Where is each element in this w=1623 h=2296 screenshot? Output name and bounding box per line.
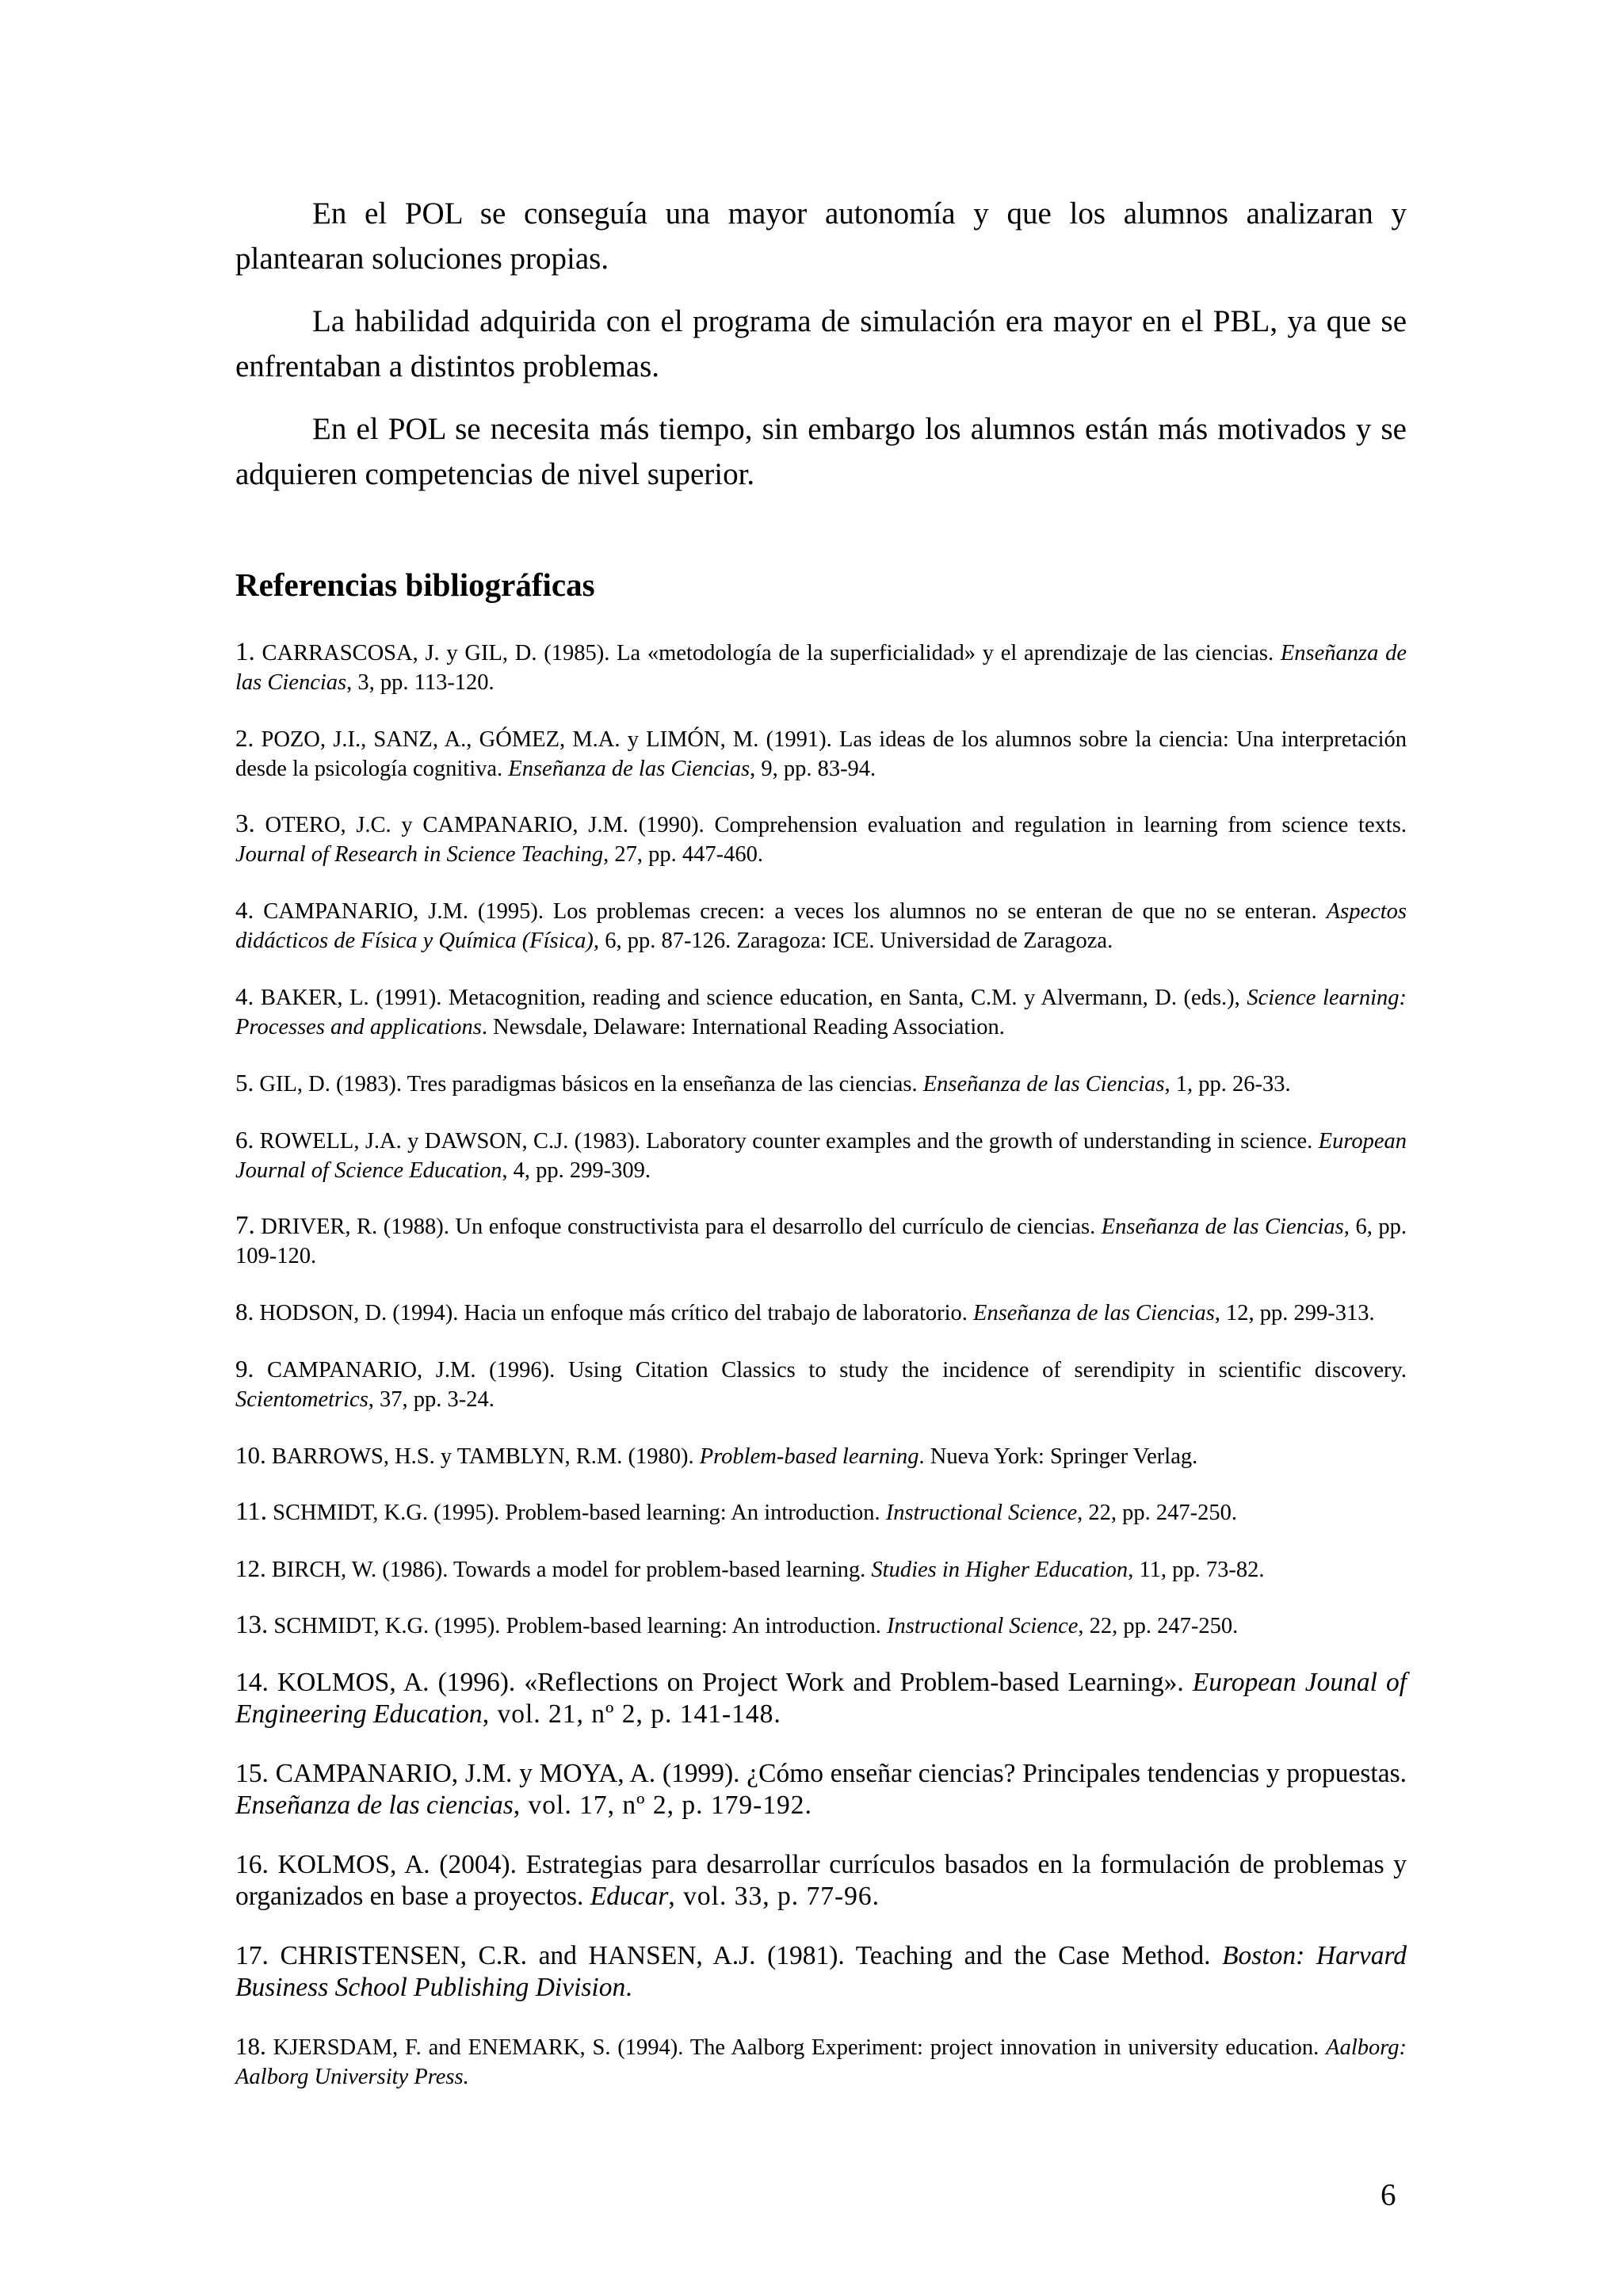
reference-tail: , vol. 33, p. 77-96. — [668, 1882, 880, 1911]
reference-item — [235, 1297, 1407, 1328]
reference-number: 6. — [235, 1126, 254, 1154]
reference-item — [235, 1849, 1407, 1913]
reference-item — [235, 1354, 1407, 1414]
page-number: 6 — [1381, 2178, 1396, 2212]
reference-source: Enseñanza de las Ciencias — [1101, 1215, 1344, 1239]
reference-text: POZO, J.I., SANZ, A., GÓMEZ, M.A. y LIMÓN, M. (1991). Las ideas de los alumnos sobre la ciencia: Una interpretación desde la psicología cognitiva. — [235, 727, 1407, 781]
body-paragraph: En el POL se conseguía una mayor autonomía y que los alumnos analizaran y plantearan soluciones propias. — [235, 196, 1407, 276]
reference-tail: . Nueva York: Springer Verlag. — [918, 1444, 1198, 1469]
reference-number: 11. — [235, 1497, 268, 1526]
reference-text: CAMPANARIO, J.M. (1996). Using Citation Classics to study the incidence of serendipity in scientific discovery. — [266, 1358, 1407, 1383]
reference-tail: 6, pp. 87-126. Zaragoza: ICE. Universidad de Zaragoza. — [599, 929, 1113, 953]
reference-tail: , 27, pp. 447-460. — [603, 842, 763, 867]
reference-source: European Jounal of Engineering Education — [235, 1668, 1407, 1729]
reference-text: DRIVER, R. (1988). Un enfoque constructivista para el desarrollo del currículo de ciencias. — [261, 1215, 1096, 1239]
reference-tail: , 6, pp. 109-120. — [235, 1215, 1407, 1268]
reference-tail: , 3, pp. 113-120. — [346, 670, 495, 695]
reference-number: 16. — [235, 1850, 269, 1879]
reference-item — [235, 1211, 1407, 1271]
reference-number: 13. — [235, 1611, 269, 1639]
reference-source: Journal of Research in Science Teaching — [235, 842, 604, 867]
reference-text: KOLMOS, A. (1996). «Reflections on Project Work and Problem-based Learning». — [277, 1668, 1184, 1697]
reference-tail: , 37, pp. 3-24. — [368, 1387, 495, 1412]
reference-text: GIL, D. (1983). Tres paradigmas básicos en la enseñanza de las ciencias. — [259, 1072, 918, 1097]
reference-text: BAKER, L. (1991). Metacognition, reading and science education, en Santa, C.M. y Alvermann, D. (eds.), — [260, 986, 1240, 1010]
reference-text: BIRCH, W. (1986). Towards a model for problem-based learning. — [271, 1558, 866, 1582]
reference-text: CAMPANARIO, J.M. (1995). Los problemas crecen: a veces los alumnos no se enteran de que no se enteran. — [263, 899, 1317, 924]
references-list — [235, 638, 1407, 2092]
reference-source: Enseñanza de las ciencias — [235, 1791, 514, 1820]
reference-number: 2. — [235, 724, 254, 752]
reference-text: SCHMIDT, K.G. (1995). Problem-based learning: An introduction. — [273, 1614, 881, 1638]
reference-source: Enseñanza de las Ciencias — [922, 1072, 1165, 1097]
reference-tail: , 9, pp. 83-94. — [750, 757, 876, 781]
reference-item — [235, 723, 1407, 784]
reference-tail: . Newsdale, Delaware: International Reading Association. — [481, 1015, 1005, 1039]
reference-item — [235, 1758, 1407, 1821]
reference-item — [235, 1667, 1407, 1730]
reference-number: 10. — [235, 1441, 266, 1469]
reference-source: Enseñanza de las Ciencias — [235, 641, 1407, 695]
reference-tail: , 22, pp. 247-250. — [1077, 1501, 1238, 1525]
reference-source: European Journal of Science Education — [235, 1129, 1407, 1183]
reference-source: Educar — [590, 1882, 669, 1911]
reference-number: 5. — [235, 1069, 254, 1097]
body-paragraph: La habilidad adquirida con el programa de simulación era mayor en el PBL, ya que se enfrentaban a distintos problemas. — [235, 304, 1407, 383]
reference-tail: , 12, pp. 299-313. — [1214, 1301, 1375, 1325]
reference-source: Studies in Higher Education — [871, 1558, 1128, 1582]
reference-item — [235, 982, 1407, 1042]
reference-source: Science learning: Processes and applications — [235, 986, 1407, 1039]
reference-text: CHRISTENSEN, C.R. and HANSEN, A.J. (1981). Teaching and the Case Method. — [280, 1941, 1211, 1970]
reference-tail: . — [625, 1973, 632, 2002]
reference-tail: , 1, pp. 26-33. — [1164, 1072, 1291, 1097]
reference-text: KJERSDAM, F. and ENEMARK, S. (1994). The Aalborg Experiment: project innovation in university education. — [273, 2035, 1319, 2060]
page-content — [235, 191, 1407, 2118]
reference-number: 14. — [235, 1668, 269, 1697]
reference-tail: , 4, pp. 299-309. — [502, 1158, 651, 1183]
reference-number: 12. — [235, 1554, 266, 1582]
reference-source: Instructional Science — [885, 1501, 1078, 1525]
reference-number: 1. — [235, 638, 255, 666]
reference-item — [235, 1497, 1407, 1527]
reference-item — [235, 895, 1407, 955]
reference-number: 18. — [235, 2032, 266, 2060]
reference-source: Boston: Harvard Business School Publishing Division — [235, 1941, 1407, 2002]
reference-source: Aalborg: Aalborg University Press. — [235, 2035, 1407, 2089]
reference-number: 17. — [235, 1941, 269, 1970]
reference-text: KOLMOS, A. (2004). Estrategias para desarrollar currículos basados en la formulación de problemas y organizados en base a proyectos. — [235, 1850, 1407, 1911]
reference-text: CARRASCOSA, J. y GIL, D. (1985). La «metodología de la superficialidad» y el aprendizaje de las ciencias. — [262, 641, 1274, 666]
reference-source: Instructional Science — [887, 1614, 1079, 1638]
reference-item — [235, 810, 1407, 869]
body-paragraph: En el POL se necesita más tiempo, sin embargo los alumnos están más motivados y se adquieren competencias de nivel superior. — [235, 412, 1407, 491]
reference-number: 4. — [235, 982, 254, 1010]
reference-source: Problem-based learning — [699, 1444, 919, 1469]
reference-tail: , 11, pp. 73-82. — [1128, 1558, 1265, 1582]
reference-number: 4. — [235, 896, 254, 924]
reference-text: HODSON, D. (1994). Hacia un enfoque más crítico del trabajo de laboratorio. — [259, 1301, 968, 1325]
reference-tail: , vol. 17, nº 2, p. 179-192. — [513, 1791, 812, 1820]
reference-source: Enseñanza de las Ciencias — [973, 1301, 1215, 1325]
reference-number: 3. — [235, 810, 255, 838]
reference-source: Aspectos didácticos de Física y Química (Física), — [235, 899, 1407, 953]
references-heading: Referencias bibliográficas — [235, 566, 595, 603]
reference-tail: , vol. 21, nº 2, p. 141-148. — [482, 1699, 781, 1729]
reference-item — [235, 2031, 1407, 2092]
reference-item — [235, 1440, 1407, 1471]
reference-number: 7. — [235, 1211, 255, 1240]
reference-number: 8. — [235, 1298, 254, 1325]
reference-item — [235, 1611, 1407, 1641]
reference-text: SCHMIDT, K.G. (1995). Problem-based learning: An introduction. — [273, 1501, 880, 1525]
reference-text: ROWELL, J.A. y DAWSON, C.J. (1983). Laboratory counter examples and the growth of understanding in science. — [259, 1129, 1313, 1154]
reference-source: Enseñanza de las Ciencias — [508, 757, 750, 781]
reference-number: 9. — [235, 1355, 254, 1383]
reference-item — [235, 1068, 1407, 1099]
reference-item — [235, 638, 1407, 697]
reference-text: CAMPANARIO, J.M. y MOYA, A. (1999). ¿Cómo enseñar ciencias? Principales tendencias y propuestas. — [275, 1759, 1407, 1788]
reference-item — [235, 1125, 1407, 1185]
reference-number: 15. — [235, 1759, 269, 1788]
reference-item — [235, 1940, 1407, 2004]
reference-text: BARROWS, H.S. y TAMBLYN, R.M. (1980). — [271, 1444, 694, 1469]
reference-source: Scientometrics — [235, 1387, 369, 1412]
reference-item — [235, 1554, 1407, 1585]
reference-text: OTERO, J.C. y CAMPANARIO, J.M. (1990). Comprehension evaluation and regulation in learning from science texts. — [265, 813, 1407, 837]
reference-tail: , 22, pp. 247-250. — [1078, 1614, 1239, 1638]
